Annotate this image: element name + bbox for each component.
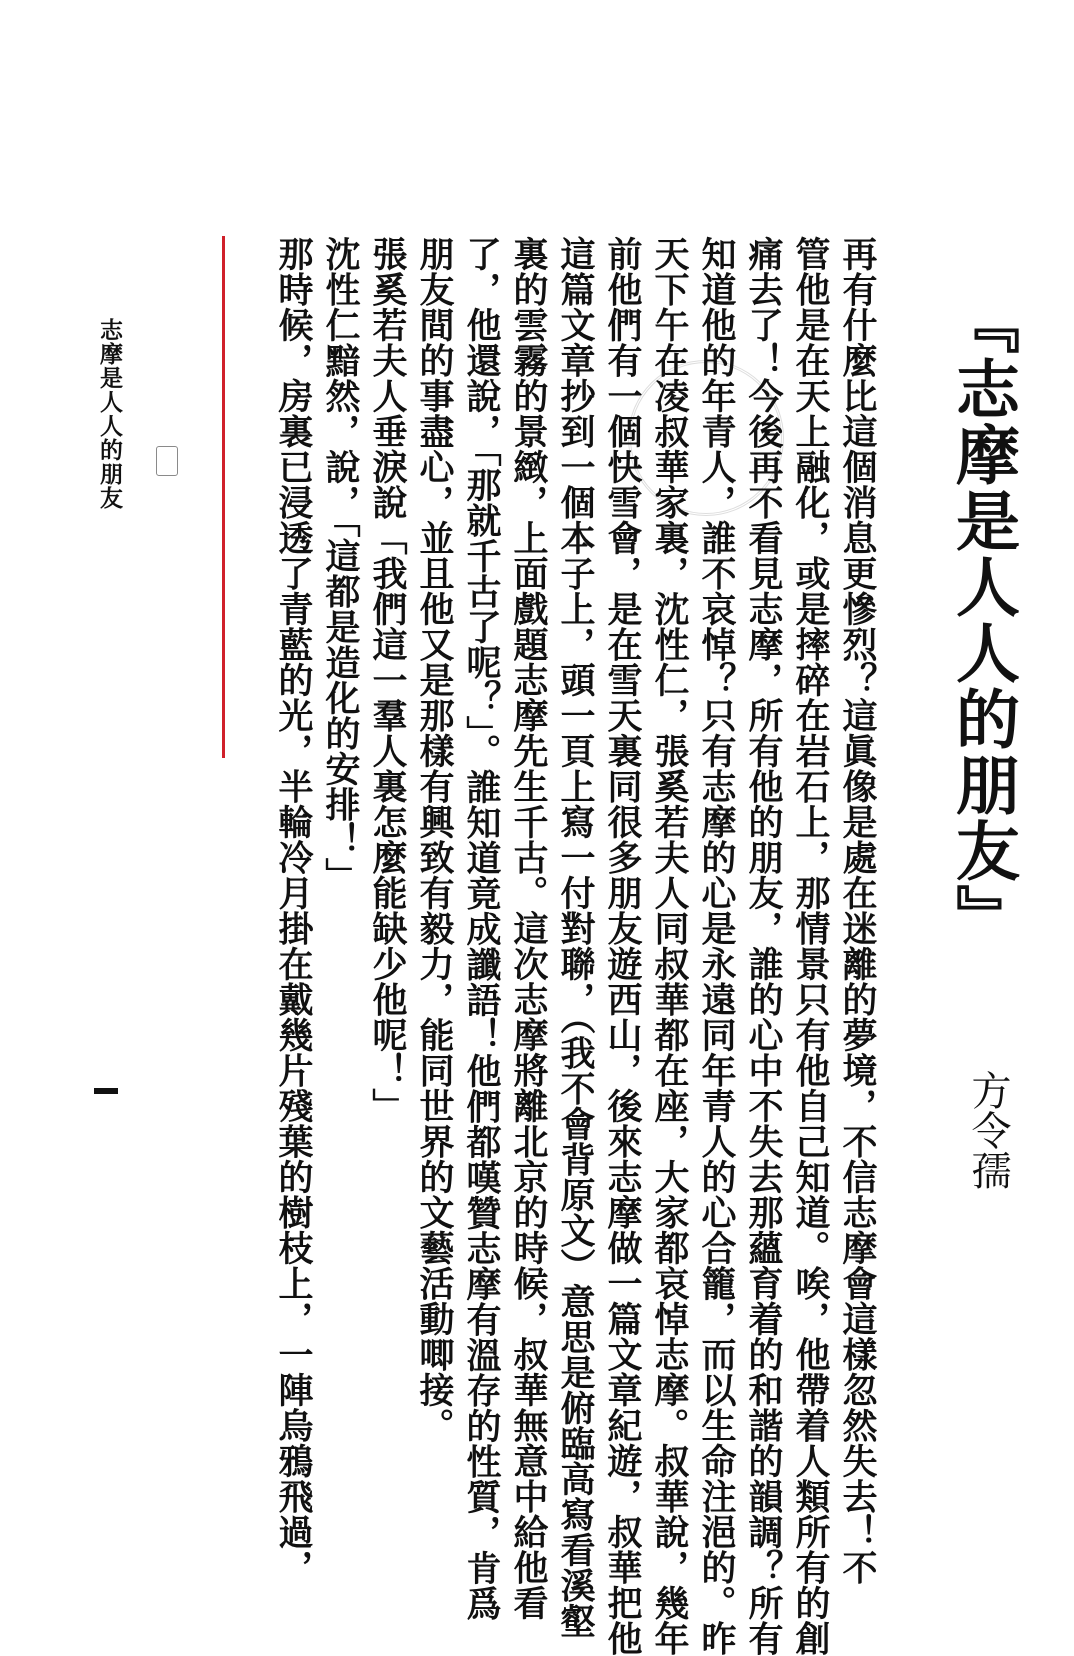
text-column: 知道他的年青人，誰不哀悼？只有志摩的心是永遠同年青人的心合籠，而以生命注浥的。昨 — [696, 236, 737, 1656]
text-column: 這篇文章抄到一個本子上，頭一頁上寫一付對聯，（我不會背原文）意思是俯臨高寫看溪壑 — [555, 236, 596, 1639]
page-number — [94, 1088, 118, 1094]
text-column: 裏的雲霧的景緻，上面戲題志摩先生千古。這次志摩將離北京的時候，叔華無意中給他看 — [508, 236, 549, 1621]
article-title: 『志摩是人人的朋友』 — [945, 290, 1020, 950]
running-title: 志摩是人人的朋友 — [96, 318, 123, 510]
text-column: 朋友間的事盡心，並且他又是那樣有興致有毅力，能同世界的文藝活動唧接。 — [414, 236, 455, 1443]
text-column: 張奚若夫人垂淚說「我們這一羣人裏怎麼能缺少他呢！」 — [367, 236, 408, 1124]
article-author: 方令孺 — [965, 1070, 1011, 1190]
text-column: 管他是在天上融化，或是摔碎在岩石上，那情景只有他自己知道。唉，他帶着人類所有的創 — [790, 236, 831, 1656]
text-column: 前他們有一個快雪會，是在雪天裏同很多朋友遊西山，後來志摩做一篇文章紀遊，叔華把他 — [602, 236, 643, 1656]
text-column: 痛去了！今後再不看見志摩，所有他的朋友，誰的心中不失去那蘊育着的和諧的韻調？所有 — [743, 236, 784, 1656]
text-column: 沈性仁黯然，說，「這都是造化的安排！」 — [320, 236, 361, 893]
small-stamp-mark — [156, 446, 178, 476]
text-column: 天下午在凌叔華家裏，沈性仁，張奚若夫人同叔華都在座，大家都哀悼志摩。叔華說，幾年 — [649, 236, 690, 1656]
text-column: 了，他還說，「那就千古了呢？」。誰知道竟成讖語！他們都嘆贊志摩有溫存的性質，肯爲 — [461, 236, 502, 1621]
text-column: 那時候，房裏已浸透了青藍的光，半輪冷月掛在戴幾片殘葉的樹枝上，一陣烏鴉飛過， — [273, 236, 314, 1585]
text-column: 再有什麼比這個消息更慘烈？這眞像是處在迷離的夢境，不信志摩會這樣忽然失去！不 — [837, 236, 878, 1585]
red-annotation-line — [222, 236, 225, 758]
